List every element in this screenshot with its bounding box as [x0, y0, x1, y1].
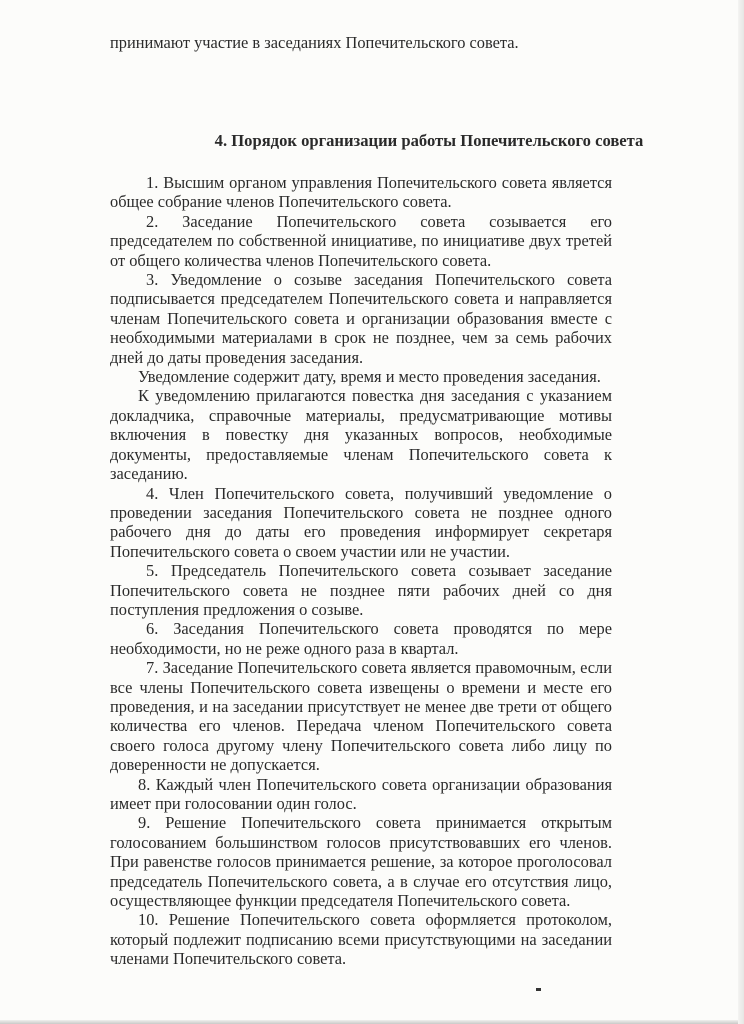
paragraph-8: 8. Каждый член Попечительского совета организации образования имеет при голосовании один голос.: [110, 774, 612, 813]
section-body: [110, 173, 612, 969]
paragraph-notice-attachments: К уведомлению прилагаются повестка дня заседания с указанием докладчика, справочные материалы, предусматривающие мотивы включения в повестку дня указанных вопросов, необходимые документы, предоставляемые членам Попечительского совета к заседанию.: [110, 386, 612, 484]
paragraph-1: 1. Высшим органом управления Попечительского совета является общее собрание членов Попечительского совета.: [110, 173, 612, 212]
paragraph-6: 6. Заседания Попечительского совета проводятся по мере необходимости, но не реже одного раза в квартал.: [110, 619, 612, 658]
paragraph-notice-content: Уведомление содержит дату, время и место проведения заседания.: [138, 367, 601, 387]
paragraph-4: 4. Член Попечительского совета, получивший уведомление о проведении заседания Попечительского совета не позднее одного рабочего дня до даты его проведения информирует секретаря Попечительского совета о своем участии или не участии.: [110, 483, 612, 561]
intro-line: принимают участие в заседаниях Попечительского совета.: [110, 33, 519, 52]
paragraph-7: 7. Заседание Попечительского совета является правомочным, если все члены Попечительского совета извещены о времени и месте его проведения, и на заседании присутствует не менее две трети от общего количества его членов. Передача членом Попечительского совета своего голоса другому члену Попечительского совета либо лицу по доверенности не допускается.: [110, 658, 612, 775]
paragraph-3: 3. Уведомление о созыве заседания Попечительского совета подписывается председателем Попечительского совета и направляется членам Попечительского совета и организации образования вместе с необходимыми материалами в срок не позднее, чем за семь рабочих дней до даты проведения заседания.: [110, 270, 612, 367]
paragraph-9: 9. Решение Попечительского совета принимается открытым голосованием большинством голосов присутствовавших его членов. При равенстве голосов принимается решение, за которое проголосовал председатель Попечительского совета, а в случае его отсутствия лицо, осуществляющее функции председателя Попечительского совета.: [110, 813, 612, 911]
paragraph-10: 10. Решение Попечительского совета оформляется протоколом, который подлежит подписанию всеми присутствующими на заседании членами Попечительского совета.: [110, 910, 612, 969]
scan-mark: [536, 988, 541, 991]
section-heading: 4. Порядок организации работы Попечительского совета: [214, 131, 644, 150]
paragraph-5: 5. Председатель Попечительского совета созывает заседание Попечительского совета не позднее пяти рабочих дней со дня поступления предложения о созыве.: [110, 561, 612, 619]
paragraph-2: 2. Заседание Попечительского совета созывается его председателем по собственной инициативе, по инициативе двух третей от общего количества членов Попечительского совета.: [110, 211, 612, 270]
